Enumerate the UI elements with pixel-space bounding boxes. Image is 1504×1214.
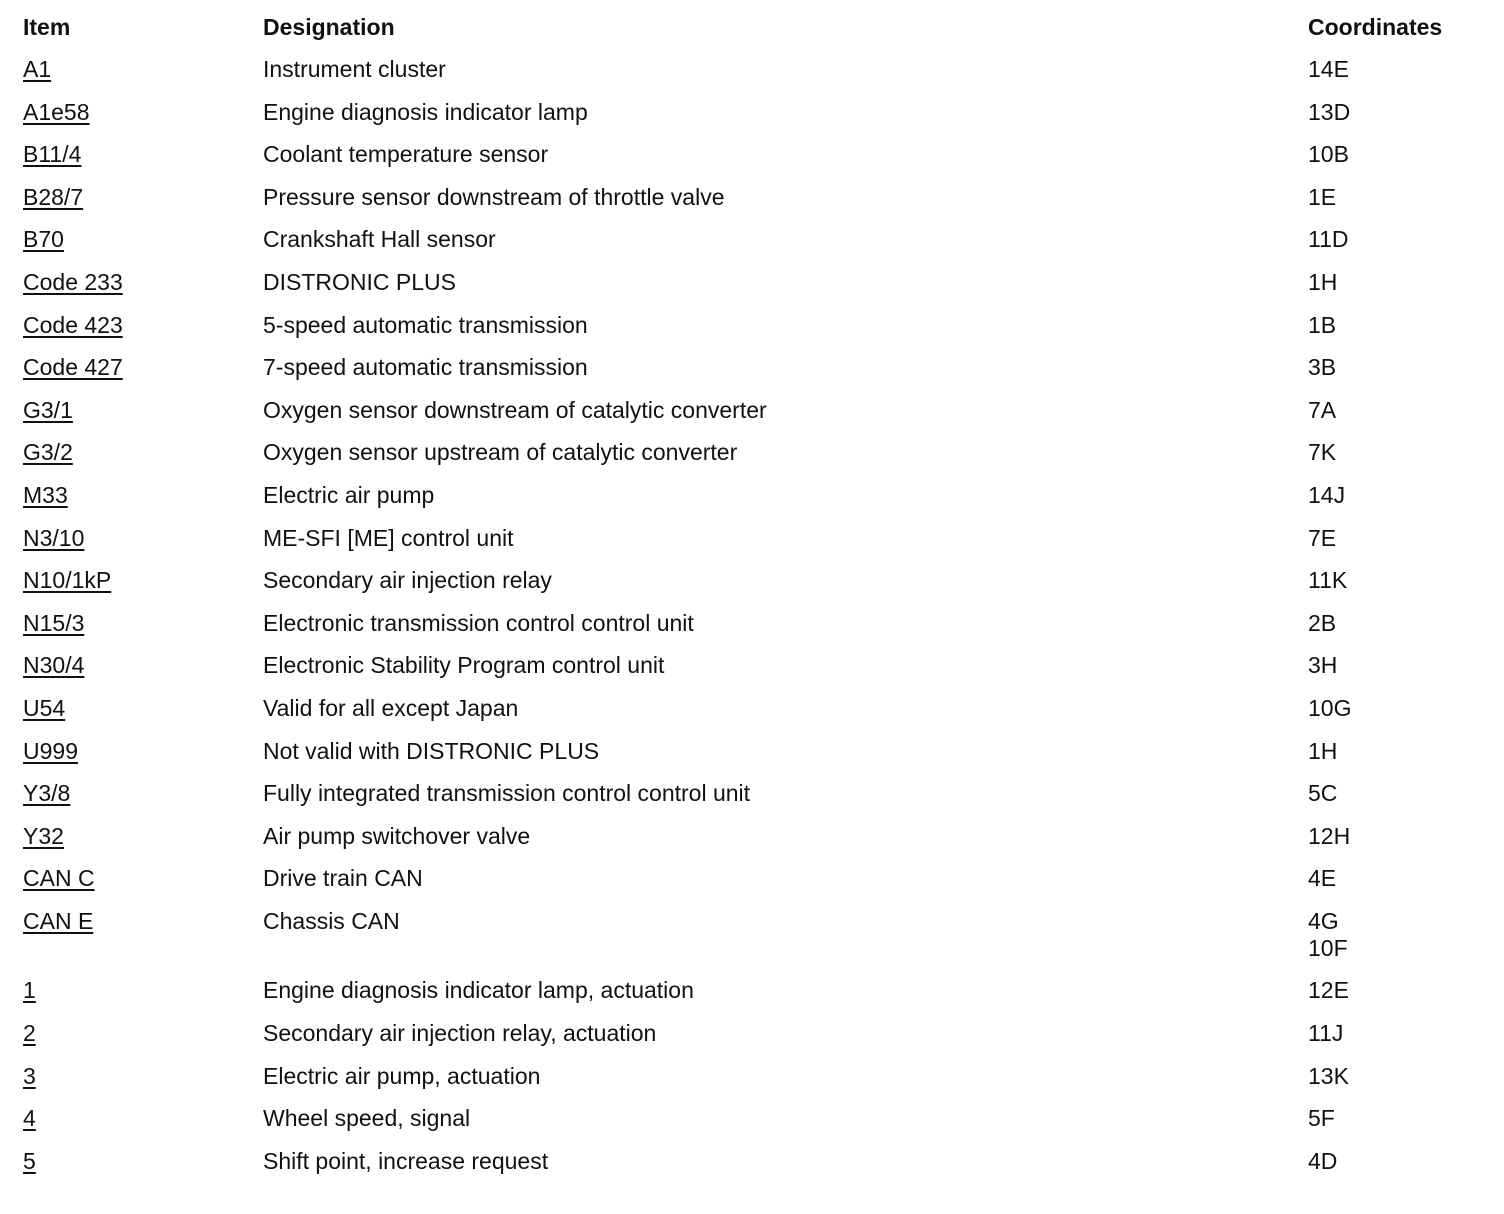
coordinates-cell	[1308, 738, 1483, 765]
coordinates-cell	[1308, 226, 1483, 253]
designation-cell: Electric air pump, actuation	[263, 1062, 541, 1089]
designation-cell: Electronic transmission control control unit	[263, 609, 694, 636]
coordinate-value: 13K	[1308, 1062, 1349, 1089]
designation-cell: Valid for all except Japan	[263, 694, 519, 721]
designation-cell: 7-speed automatic transmission	[263, 354, 588, 381]
coordinates-cell	[1308, 397, 1483, 424]
item-cell	[23, 1063, 263, 1090]
coordinate-value: 14E	[1308, 56, 1349, 82]
item-link[interactable]: 3	[23, 1062, 36, 1089]
item-cell	[23, 269, 263, 296]
table-row	[23, 977, 1483, 1020]
coordinates-cell	[1308, 439, 1483, 466]
coordinate-value: 10F	[1308, 934, 1348, 961]
table-row	[23, 184, 1483, 227]
item-cell	[23, 780, 263, 807]
table-row	[23, 738, 1483, 781]
item-link[interactable]: N15/3	[23, 609, 85, 636]
table-row	[23, 56, 1483, 99]
coordinate-value: 7K	[1308, 439, 1337, 466]
item-cell	[23, 56, 263, 83]
coordinate-value: 1H	[1308, 737, 1338, 764]
coordinate-value: 11K	[1308, 567, 1348, 594]
designation-cell: DISTRONIC PLUS	[263, 268, 456, 295]
item-cell	[23, 695, 263, 722]
designation-cell: Chassis CAN	[263, 907, 400, 934]
coordinate-value: 11D	[1308, 226, 1349, 253]
coordinate-value: 5C	[1308, 780, 1338, 807]
designation-cell: Oxygen sensor downstream of catalytic converter	[263, 396, 767, 423]
coordinate-value: 1H	[1308, 268, 1338, 295]
designation-cell: ME-SFI [ME] control unit	[263, 524, 514, 551]
designation-cell: Not valid with DISTRONIC PLUS	[263, 737, 600, 764]
table-row	[23, 1105, 1483, 1148]
item-link[interactable]: A1e58	[23, 98, 90, 125]
item-cell	[23, 184, 263, 211]
table-row	[23, 652, 1483, 695]
item-link[interactable]: N10/1kP	[23, 567, 112, 594]
item-link[interactable]: A1	[23, 56, 52, 82]
item-link[interactable]: 4	[23, 1105, 36, 1132]
coordinates-cell	[1308, 1063, 1483, 1090]
coordinates-cell	[1308, 1105, 1483, 1132]
coordinate-value: 13D	[1308, 98, 1351, 125]
coordinates-cell	[1308, 610, 1483, 637]
item-link[interactable]: G3/2	[23, 439, 73, 466]
designation-cell: Pressure sensor downstream of throttle valve	[263, 183, 725, 210]
coordinates-cell	[1308, 184, 1483, 211]
item-link[interactable]: Code 233	[23, 268, 123, 295]
coordinates-cell	[1308, 482, 1483, 509]
item-cell	[23, 525, 263, 552]
coordinate-value: 7A	[1308, 396, 1337, 423]
designation-cell: Engine diagnosis indicator lamp, actuation	[263, 977, 694, 1004]
item-link[interactable]: Y3/8	[23, 780, 71, 807]
coordinate-value: 12E	[1308, 977, 1349, 1004]
coordinate-value: 3B	[1308, 354, 1337, 381]
item-cell	[23, 977, 263, 1004]
designation-cell: Air pump switchover valve	[263, 822, 531, 849]
table-row	[23, 312, 1483, 355]
item-link[interactable]: CAN E	[23, 907, 94, 934]
designation-cell: Secondary air injection relay	[263, 567, 552, 594]
item-link[interactable]: G3/1	[23, 396, 73, 423]
item-link[interactable]: 1	[23, 977, 36, 1004]
item-cell	[23, 652, 263, 679]
designation-cell: Secondary air injection relay, actuation	[263, 1020, 657, 1047]
header-designation: Designation	[263, 14, 395, 40]
coordinates-cell	[1308, 99, 1483, 126]
table-row	[23, 567, 1483, 610]
table-row	[23, 482, 1483, 525]
item-link[interactable]: N30/4	[23, 652, 85, 679]
coordinates-cell	[1308, 823, 1483, 850]
designation-cell: 5-speed automatic transmission	[263, 311, 588, 338]
legend-table	[23, 14, 1483, 1190]
table-row	[23, 226, 1483, 269]
coordinates-cell	[1308, 780, 1483, 807]
designation-cell: Shift point, increase request	[263, 1147, 549, 1174]
item-link[interactable]: B70	[23, 226, 64, 253]
item-cell	[23, 141, 263, 168]
item-link[interactable]: Y32	[23, 822, 64, 849]
item-cell	[23, 226, 263, 253]
coordinate-value: 1B	[1308, 311, 1337, 338]
table-row	[23, 439, 1483, 482]
item-cell	[23, 99, 263, 126]
designation-cell: Coolant temperature sensor	[263, 141, 549, 168]
item-cell	[23, 865, 263, 892]
item-cell	[23, 738, 263, 765]
item-cell	[23, 908, 263, 935]
item-link[interactable]: U999	[23, 737, 78, 764]
item-link[interactable]: N3/10	[23, 524, 85, 551]
item-link[interactable]: 2	[23, 1020, 36, 1047]
coordinates-cell	[1308, 56, 1483, 83]
item-cell	[23, 397, 263, 424]
coordinates-cell	[1308, 269, 1483, 296]
item-cell	[23, 354, 263, 381]
item-cell	[23, 823, 263, 850]
table-row	[23, 354, 1483, 397]
coordinates-cell	[1308, 1020, 1483, 1047]
designation-cell: Electronic Stability Program control unit	[263, 652, 665, 679]
item-cell	[23, 610, 263, 637]
coordinate-value: 10B	[1308, 141, 1349, 168]
table-row	[23, 1063, 1483, 1106]
table-row	[23, 141, 1483, 184]
item-cell	[23, 312, 263, 339]
table-row	[23, 865, 1483, 908]
table-row	[23, 695, 1483, 738]
legend-rows	[23, 56, 1483, 1190]
item-cell	[23, 1148, 263, 1175]
coordinate-value: 14J	[1308, 481, 1346, 508]
table-row	[23, 610, 1483, 653]
coordinates-cell	[1308, 567, 1483, 594]
coordinates-cell	[1308, 312, 1483, 339]
coordinate-value: 1E	[1308, 183, 1337, 210]
coordinates-cell	[1308, 977, 1483, 1004]
header-coordinates: Coordinates	[1308, 14, 1443, 40]
item-cell	[23, 1020, 263, 1047]
table-row	[23, 908, 1483, 978]
table-row	[23, 1148, 1483, 1191]
table-row	[23, 269, 1483, 312]
coordinates-cell	[1308, 354, 1483, 381]
item-cell	[23, 439, 263, 466]
item-link[interactable]: Code 423	[23, 311, 123, 338]
item-link[interactable]: 5	[23, 1147, 36, 1174]
coordinates-cell	[1308, 141, 1483, 168]
designation-cell: Wheel speed, signal	[263, 1105, 471, 1132]
table-row	[23, 99, 1483, 142]
designation-cell: Oxygen sensor upstream of catalytic converter	[263, 439, 738, 466]
coordinates-cell	[1308, 865, 1483, 892]
coordinate-value: 2B	[1308, 609, 1337, 636]
item-link[interactable]: Code 427	[23, 354, 123, 381]
coordinates-cell	[1308, 695, 1483, 722]
item-cell	[23, 1105, 263, 1132]
coordinate-value: 4D	[1308, 1147, 1338, 1174]
coordinates-cell	[1308, 1148, 1483, 1175]
table-row	[23, 397, 1483, 440]
designation-cell: Drive train CAN	[263, 865, 423, 892]
item-link[interactable]: CAN C	[23, 865, 95, 892]
table-row	[23, 823, 1483, 866]
coordinate-value: 11J	[1308, 1020, 1344, 1047]
table-row	[23, 1020, 1483, 1063]
coordinate-value: 10G	[1308, 694, 1352, 721]
designation-cell: Fully integrated transmission control control unit	[263, 780, 751, 807]
item-cell	[23, 482, 263, 509]
designation-cell: Instrument cluster	[263, 56, 446, 82]
item-link[interactable]: U54	[23, 694, 66, 721]
coordinate-value: 12H	[1308, 822, 1351, 849]
coordinate-value: 4E	[1308, 865, 1337, 892]
coordinates-cell	[1308, 908, 1483, 962]
table-row	[23, 780, 1483, 823]
coordinate-value: 7E	[1308, 524, 1337, 551]
item-link[interactable]: M33	[23, 481, 68, 508]
coordinate-value: 4G	[1308, 907, 1339, 934]
table-row	[23, 525, 1483, 568]
coordinates-cell	[1308, 525, 1483, 552]
designation-cell: Crankshaft Hall sensor	[263, 226, 496, 253]
coordinate-value: 3H	[1308, 652, 1338, 679]
item-cell	[23, 567, 263, 594]
coordinate-value: 5F	[1308, 1105, 1335, 1132]
item-link[interactable]: B28/7	[23, 183, 84, 210]
item-link[interactable]: B11/4	[23, 141, 82, 168]
coordinates-cell	[1308, 652, 1483, 679]
header-item: Item	[23, 14, 71, 40]
legend-header-row	[23, 14, 1483, 56]
designation-cell: Engine diagnosis indicator lamp	[263, 98, 588, 125]
designation-cell: Electric air pump	[263, 481, 435, 508]
